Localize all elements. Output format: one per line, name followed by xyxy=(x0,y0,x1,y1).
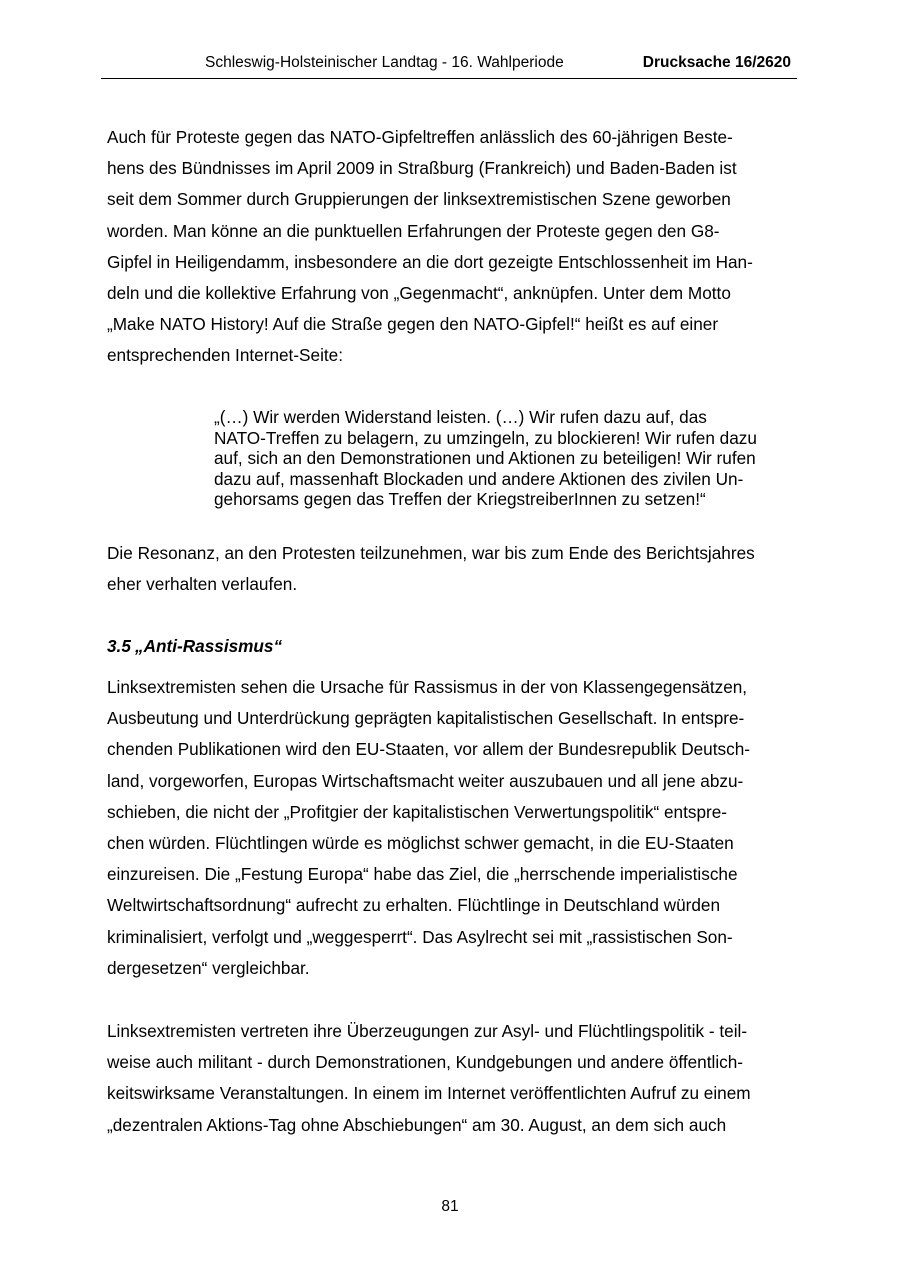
text-line: Linksextremisten sehen die Ursache für Rassismus in der von Klassengegensätzen, xyxy=(107,677,748,697)
text-line: dergesetzen“ vergleichbar. xyxy=(107,957,310,978)
text-line: Ausbeutung und Unterdrückung geprägten kapitalistischen Gesellschaft. In entspre- xyxy=(107,708,745,729)
text-line: schieben, die nicht der „Profitgier der kapitalistischen Verwertungspolitik“ entspre- xyxy=(107,801,728,822)
text-line: hens des Bündnisses im April 2009 in Straßburg (Frankreich) und Baden-Baden ist xyxy=(107,158,737,179)
paragraph-nato-protests xyxy=(107,122,807,372)
text-line: deln und die kollektive Erfahrung von „Gegenmacht“, anknüpfen. Unter dem Motto xyxy=(107,283,731,304)
section-title: „Anti-Rassismus“ xyxy=(135,636,283,656)
text-line: weise auch militant - durch Demonstrationen, Kundgebungen und andere öffentlich- xyxy=(107,1052,744,1073)
text-line: entsprechenden Internet-Seite: xyxy=(107,345,344,366)
text-line: chenden Publikationen wird den EU-Staaten, vor allem der Bundesrepublik Deutsch- xyxy=(107,739,750,760)
text-line: Auch für Proteste gegen das NATO-Gipfeltreffen anlässlich des 60-jährigen Beste- xyxy=(107,127,733,147)
text-line: Linksextremisten vertreten ihre Überzeugungen zur Asyl- und Flüchtlingspolitik - teil- xyxy=(107,1021,748,1041)
block-quote xyxy=(214,407,804,510)
text-line: land, vorgeworfen, Europas Wirtschaftsmacht weiter auszubauen und all jene abzu- xyxy=(107,770,744,791)
quote-line: „(…) Wir werden Widerstand leisten. (…) Wir rufen dazu auf, das xyxy=(214,407,707,427)
section-number: 3.5 xyxy=(107,636,131,656)
text-line: keitswirksame Veranstaltungen. In einem im Internet veröffentlichten Aufruf zu einem xyxy=(107,1083,751,1104)
text-line: chen würden. Flüchtlingen würde es möglichst schwer gemacht, in die EU-Staaten xyxy=(107,833,734,854)
text-line: worden. Man könne an die punktuellen Erfahrungen der Proteste gegen den G8- xyxy=(107,220,720,241)
text-line: „dezentralen Aktions-Tag ohne Abschiebungen“ am 30. August, an dem sich auch xyxy=(107,1114,727,1135)
page-header xyxy=(101,52,797,79)
header-document-number: Drucksache 16/2620 xyxy=(642,54,791,71)
quote-line: dazu auf, massenhaft Blockaden und andere Aktionen des zivilen Un- xyxy=(214,468,744,489)
quote-line: NATO-Treffen zu belagern, zu umzingeln, zu blockieren! Wir rufen dazu xyxy=(214,427,757,448)
paragraph-anti-racism xyxy=(107,672,807,984)
text-line: Gipfel in Heiligendamm, insbesondere an die dort gezeigte Entschlossenheit im Han- xyxy=(107,251,753,272)
text-line: eher verhalten verlaufen. xyxy=(107,574,298,595)
paragraph-asylum-policy xyxy=(107,1016,807,1141)
text-line: einzureisen. Die „Festung Europa“ habe das Ziel, die „herrschende imperialistische xyxy=(107,864,738,885)
paragraph-resonance xyxy=(107,538,807,600)
text-line: kriminalisiert, verfolgt und „weggesperrt“. Das Asylrecht sei mit „rassistischen Son- xyxy=(107,926,733,947)
text-line: „Make NATO History! Auf die Straße gegen den NATO-Gipfel!“ heißt es auf einer xyxy=(107,314,719,335)
text-line: Die Resonanz, an den Protesten teilzunehmen, war bis zum Ende des Berichtsjahres xyxy=(107,543,755,563)
text-line: seit dem Sommer durch Gruppierungen der linksextremistischen Szene geworben xyxy=(107,189,731,210)
section-heading xyxy=(107,636,282,657)
header-title: Schleswig-Holsteinischer Landtag - 16. Wahlperiode xyxy=(205,54,564,71)
text-line: Weltwirtschaftsordnung“ aufrecht zu erhalten. Flüchtlinge in Deutschland würden xyxy=(107,895,721,916)
quote-line: auf, sich an den Demonstrationen und Aktionen zu beteiligen! Wir rufen xyxy=(214,448,756,468)
quote-line: gehorsams gegen das Treffen der KriegstreiberInnen zu setzen!“ xyxy=(214,489,706,509)
page-number: 81 xyxy=(441,1198,459,1215)
